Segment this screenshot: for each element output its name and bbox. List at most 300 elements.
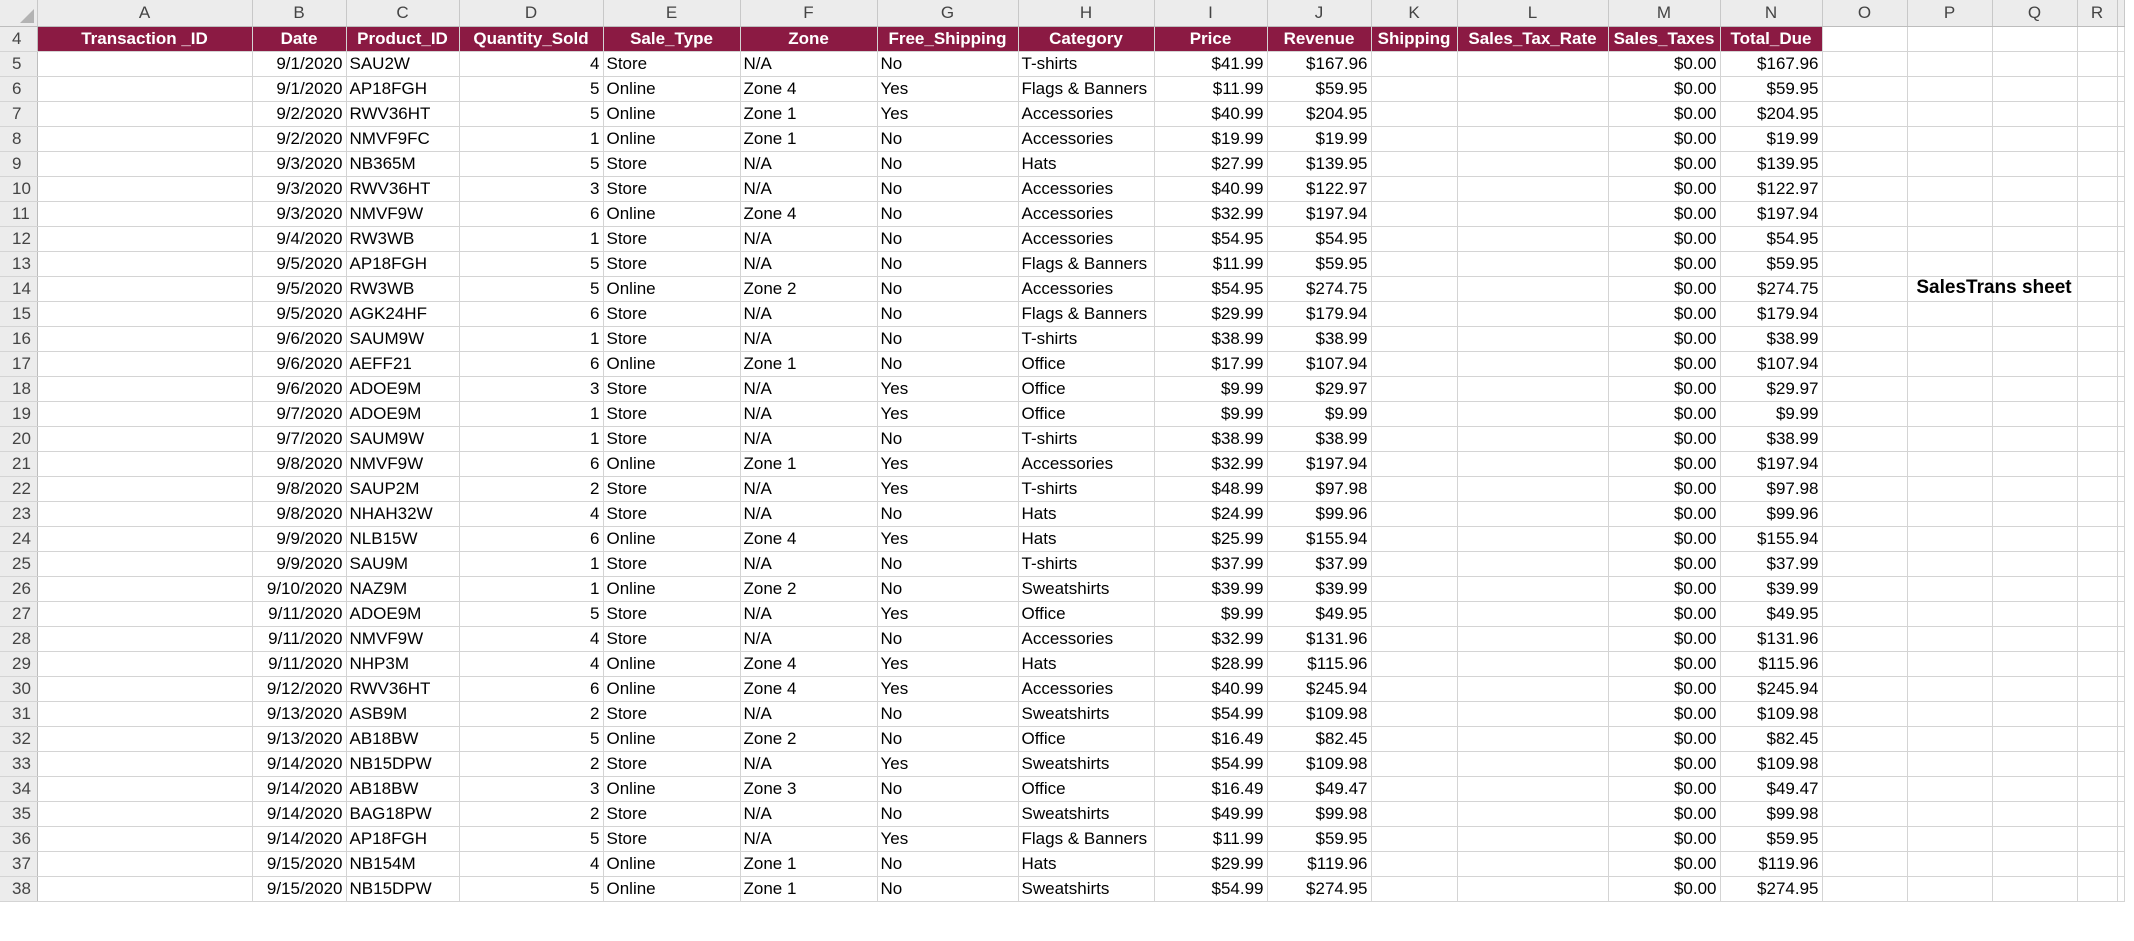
cell[interactable] (1822, 351, 1907, 376)
cell[interactable]: $0.00 (1608, 426, 1720, 451)
row-number[interactable]: 23 (0, 501, 37, 526)
cell[interactable] (1371, 201, 1457, 226)
cell[interactable] (1907, 826, 1992, 851)
cell[interactable]: 6 (459, 351, 603, 376)
row-number[interactable]: 29 (0, 651, 37, 676)
cell[interactable] (2077, 326, 2117, 351)
cell[interactable]: Zone 1 (740, 351, 877, 376)
cell[interactable] (1907, 726, 1992, 751)
cell[interactable] (1992, 476, 2077, 501)
cell[interactable]: Store (603, 701, 740, 726)
cell[interactable]: AP18FGH (346, 251, 459, 276)
cell[interactable] (1992, 801, 2077, 826)
cell[interactable]: $38.99 (1720, 326, 1822, 351)
cell[interactable]: $49.99 (1154, 801, 1267, 826)
cell[interactable]: Store (603, 51, 740, 76)
cell[interactable]: 1 (459, 226, 603, 251)
cell[interactable]: $49.95 (1267, 601, 1371, 626)
cell[interactable]: 5 (459, 601, 603, 626)
cell[interactable]: $167.96 (1267, 51, 1371, 76)
cell[interactable]: $0.00 (1608, 101, 1720, 126)
cell[interactable]: ASB9M (346, 701, 459, 726)
cell[interactable] (1907, 476, 1992, 501)
cell[interactable] (1992, 626, 2077, 651)
cell[interactable]: Online (603, 851, 740, 876)
cell[interactable]: Flags & Banners (1018, 76, 1154, 101)
cell[interactable]: T-shirts (1018, 51, 1154, 76)
cell[interactable]: Flags & Banners (1018, 826, 1154, 851)
cell[interactable]: Store (603, 176, 740, 201)
cell[interactable]: Zone 1 (740, 876, 877, 901)
cell[interactable]: $39.99 (1154, 576, 1267, 601)
cell[interactable]: Online (603, 201, 740, 226)
cell[interactable] (1457, 76, 1608, 101)
cell[interactable] (1371, 551, 1457, 576)
row-number[interactable]: 16 (0, 326, 37, 351)
cell[interactable]: $109.98 (1720, 701, 1822, 726)
row-number[interactable]: 8 (0, 126, 37, 151)
cell[interactable] (2077, 776, 2117, 801)
cell[interactable]: $0.00 (1608, 526, 1720, 551)
cell[interactable]: No (877, 726, 1018, 751)
cell[interactable] (1457, 276, 1608, 301)
cell[interactable]: Yes (877, 601, 1018, 626)
cell[interactable]: SAU9M (346, 551, 459, 576)
row-number[interactable]: 12 (0, 226, 37, 251)
header-cell[interactable]: Category (1018, 26, 1154, 51)
header-cell[interactable]: Quantity_Sold (459, 26, 603, 51)
row-number[interactable]: 20 (0, 426, 37, 451)
cell[interactable] (1992, 351, 2077, 376)
cell[interactable]: Zone 4 (740, 676, 877, 701)
cell[interactable]: RW3WB (346, 226, 459, 251)
cell[interactable] (1371, 601, 1457, 626)
cell[interactable]: $274.95 (1720, 876, 1822, 901)
column-header-c[interactable]: C (346, 0, 459, 26)
column-header-h[interactable]: H (1018, 0, 1154, 26)
cell[interactable] (1907, 401, 1992, 426)
cell[interactable]: AGK24HF (346, 301, 459, 326)
cell[interactable] (1457, 251, 1608, 276)
cell[interactable] (1822, 426, 1907, 451)
cell[interactable] (37, 151, 252, 176)
cell[interactable] (1457, 51, 1608, 76)
cell[interactable]: $9.99 (1154, 601, 1267, 626)
cell[interactable]: No (877, 126, 1018, 151)
cell[interactable] (1907, 426, 1992, 451)
column-header-i[interactable]: I (1154, 0, 1267, 26)
cell[interactable] (1371, 426, 1457, 451)
cell[interactable] (1907, 301, 1992, 326)
cell[interactable]: $54.95 (1267, 226, 1371, 251)
cell[interactable] (1907, 551, 1992, 576)
cell[interactable]: Accessories (1018, 101, 1154, 126)
cell[interactable] (1371, 351, 1457, 376)
cell[interactable]: 9/4/2020 (252, 226, 346, 251)
cell[interactable]: NMVF9FC (346, 126, 459, 151)
cell[interactable]: Store (603, 301, 740, 326)
cell[interactable]: NMVF9W (346, 451, 459, 476)
cell[interactable]: 9/3/2020 (252, 151, 346, 176)
select-all-corner[interactable] (0, 0, 37, 26)
cell[interactable]: Sweatshirts (1018, 701, 1154, 726)
cell[interactable] (1992, 201, 2077, 226)
cell[interactable]: No (877, 701, 1018, 726)
cell[interactable]: 9/2/2020 (252, 101, 346, 126)
cell[interactable]: $109.98 (1267, 701, 1371, 726)
cell[interactable]: 9/10/2020 (252, 576, 346, 601)
cell[interactable] (1992, 226, 2077, 251)
cell[interactable] (1992, 26, 2077, 51)
cell[interactable] (2077, 501, 2117, 526)
cell[interactable] (1822, 726, 1907, 751)
cell[interactable]: 9/8/2020 (252, 451, 346, 476)
cell[interactable]: $107.94 (1267, 351, 1371, 376)
cell[interactable]: 2 (459, 751, 603, 776)
cell[interactable]: No (877, 276, 1018, 301)
cell[interactable] (1822, 326, 1907, 351)
cell[interactable]: $274.95 (1267, 876, 1371, 901)
cell[interactable]: N/A (740, 326, 877, 351)
cell[interactable]: Store (603, 751, 740, 776)
cell[interactable]: $0.00 (1608, 751, 1720, 776)
cell[interactable] (1371, 801, 1457, 826)
cell[interactable]: 3 (459, 176, 603, 201)
cell[interactable]: $49.47 (1720, 776, 1822, 801)
cell[interactable] (37, 201, 252, 226)
cell[interactable]: Yes (877, 451, 1018, 476)
cell[interactable] (1907, 651, 1992, 676)
cell[interactable]: 9/6/2020 (252, 326, 346, 351)
cell[interactable] (1822, 276, 1907, 301)
cell[interactable]: $32.99 (1154, 451, 1267, 476)
cell[interactable]: $0.00 (1608, 251, 1720, 276)
cell[interactable] (2077, 676, 2117, 701)
cell[interactable]: $122.97 (1720, 176, 1822, 201)
cell[interactable]: Yes (877, 76, 1018, 101)
cell[interactable] (1371, 651, 1457, 676)
cell[interactable] (1822, 826, 1907, 851)
cell[interactable] (1371, 526, 1457, 551)
row-number[interactable]: 34 (0, 776, 37, 801)
cell[interactable]: N/A (740, 826, 877, 851)
row-number[interactable]: 33 (0, 751, 37, 776)
cell[interactable]: $38.99 (1267, 426, 1371, 451)
cell[interactable]: 1 (459, 551, 603, 576)
cell[interactable] (1822, 476, 1907, 501)
cell[interactable] (37, 426, 252, 451)
cell[interactable] (1371, 776, 1457, 801)
cell[interactable]: Yes (877, 676, 1018, 701)
cell[interactable]: 9/9/2020 (252, 551, 346, 576)
cell[interactable] (1371, 101, 1457, 126)
cell[interactable] (37, 51, 252, 76)
cell[interactable] (1907, 776, 1992, 801)
cell[interactable]: Zone 4 (740, 526, 877, 551)
cell[interactable]: $9.99 (1154, 376, 1267, 401)
cell[interactable]: 2 (459, 801, 603, 826)
cell[interactable]: NMVF9W (346, 626, 459, 651)
cell[interactable]: $54.95 (1720, 226, 1822, 251)
cell[interactable]: 9/8/2020 (252, 501, 346, 526)
cell[interactable] (1457, 426, 1608, 451)
cell[interactable] (1907, 51, 1992, 76)
cell[interactable]: 5 (459, 76, 603, 101)
cell[interactable] (1907, 201, 1992, 226)
cell[interactable]: $0.00 (1608, 351, 1720, 376)
cell[interactable] (1457, 351, 1608, 376)
cell[interactable]: Office (1018, 776, 1154, 801)
cell[interactable] (37, 576, 252, 601)
cell[interactable]: $0.00 (1608, 851, 1720, 876)
cell[interactable]: 4 (459, 626, 603, 651)
cell[interactable] (1371, 876, 1457, 901)
cell[interactable] (1457, 526, 1608, 551)
cell[interactable]: $9.99 (1154, 401, 1267, 426)
cell[interactable] (1992, 726, 2077, 751)
cell[interactable]: 1 (459, 326, 603, 351)
cell[interactable]: 9/7/2020 (252, 426, 346, 451)
cell[interactable]: $245.94 (1720, 676, 1822, 701)
cell[interactable]: $37.99 (1720, 551, 1822, 576)
cell[interactable] (1822, 376, 1907, 401)
cell[interactable]: Zone 2 (740, 576, 877, 601)
row-number[interactable]: 28 (0, 626, 37, 651)
cell[interactable]: AEFF21 (346, 351, 459, 376)
row-number[interactable]: 30 (0, 676, 37, 701)
cell[interactable]: $0.00 (1608, 651, 1720, 676)
cell[interactable]: Online (603, 576, 740, 601)
cell[interactable]: $54.99 (1154, 701, 1267, 726)
cell[interactable] (1907, 601, 1992, 626)
cell[interactable] (1992, 501, 2077, 526)
row-number[interactable]: 11 (0, 201, 37, 226)
cell[interactable]: $32.99 (1154, 201, 1267, 226)
cell[interactable] (1907, 326, 1992, 351)
cell[interactable]: N/A (740, 301, 877, 326)
cell[interactable] (1371, 826, 1457, 851)
cell[interactable]: $131.96 (1720, 626, 1822, 651)
cell[interactable] (1371, 676, 1457, 701)
cell[interactable] (1371, 751, 1457, 776)
cell[interactable] (1907, 251, 1992, 276)
cell[interactable]: 9/5/2020 (252, 276, 346, 301)
cell[interactable]: $0.00 (1608, 401, 1720, 426)
cell[interactable]: Zone 2 (740, 276, 877, 301)
cell[interactable]: $204.95 (1720, 101, 1822, 126)
cell[interactable]: $39.99 (1720, 576, 1822, 601)
cell[interactable]: 9/13/2020 (252, 701, 346, 726)
cell[interactable] (1992, 151, 2077, 176)
row-number[interactable]: 6 (0, 76, 37, 101)
cell[interactable]: Zone 3 (740, 776, 877, 801)
row-number[interactable]: 9 (0, 151, 37, 176)
cell[interactable]: Flags & Banners (1018, 301, 1154, 326)
cell[interactable] (1992, 876, 2077, 901)
cell[interactable]: $29.97 (1720, 376, 1822, 401)
cell[interactable]: Online (603, 876, 740, 901)
cell[interactable] (1992, 526, 2077, 551)
cell[interactable]: RWV36HT (346, 676, 459, 701)
cell[interactable]: $40.99 (1154, 101, 1267, 126)
cell[interactable]: 9/14/2020 (252, 776, 346, 801)
cell[interactable] (1907, 126, 1992, 151)
cell[interactable] (2077, 826, 2117, 851)
cell[interactable]: Office (1018, 401, 1154, 426)
cell[interactable]: $0.00 (1608, 176, 1720, 201)
column-header-r[interactable]: R (2077, 0, 2117, 26)
cell[interactable] (1371, 226, 1457, 251)
header-cell[interactable]: Date (252, 26, 346, 51)
row-number[interactable]: 36 (0, 826, 37, 851)
cell[interactable] (37, 276, 252, 301)
column-header-k[interactable]: K (1371, 0, 1457, 26)
cell[interactable]: $197.94 (1720, 201, 1822, 226)
column-header-m[interactable]: M (1608, 0, 1720, 26)
cell[interactable]: 9/9/2020 (252, 526, 346, 551)
cell[interactable]: $0.00 (1608, 201, 1720, 226)
cell[interactable] (1457, 776, 1608, 801)
cell[interactable] (1822, 601, 1907, 626)
cell[interactable]: No (877, 551, 1018, 576)
header-cell[interactable]: Sales_Taxes (1608, 26, 1720, 51)
cell[interactable]: $24.99 (1154, 501, 1267, 526)
cell[interactable]: $16.49 (1154, 776, 1267, 801)
cell[interactable]: RWV36HT (346, 176, 459, 201)
cell[interactable]: $37.99 (1154, 551, 1267, 576)
cell[interactable]: No (877, 176, 1018, 201)
cell[interactable]: $49.47 (1267, 776, 1371, 801)
column-header-p[interactable]: P (1907, 0, 1992, 26)
cell[interactable]: $274.75 (1267, 276, 1371, 301)
cell[interactable]: Office (1018, 376, 1154, 401)
cell[interactable]: 9/7/2020 (252, 401, 346, 426)
cell[interactable]: $82.45 (1720, 726, 1822, 751)
cell[interactable]: Accessories (1018, 626, 1154, 651)
cell[interactable]: 9/2/2020 (252, 126, 346, 151)
cell[interactable]: $25.99 (1154, 526, 1267, 551)
cell[interactable] (1907, 101, 1992, 126)
cell[interactable] (37, 251, 252, 276)
cell[interactable] (37, 76, 252, 101)
cell[interactable] (1992, 126, 2077, 151)
cell[interactable] (1992, 176, 2077, 201)
cell[interactable]: NLB15W (346, 526, 459, 551)
cell[interactable] (1907, 851, 1992, 876)
cell[interactable]: Zone 1 (740, 101, 877, 126)
cell[interactable] (1907, 176, 1992, 201)
cell[interactable]: $54.95 (1154, 276, 1267, 301)
cell[interactable]: $11.99 (1154, 251, 1267, 276)
cell[interactable]: 4 (459, 51, 603, 76)
cell[interactable] (1371, 726, 1457, 751)
cell[interactable]: 9/1/2020 (252, 76, 346, 101)
cell[interactable]: 9/6/2020 (252, 376, 346, 401)
column-header-f[interactable]: F (740, 0, 877, 26)
cell[interactable] (37, 851, 252, 876)
cell[interactable]: Online (603, 676, 740, 701)
cell[interactable]: $29.99 (1154, 301, 1267, 326)
cell[interactable] (1907, 376, 1992, 401)
cell[interactable] (1822, 226, 1907, 251)
cell[interactable]: $197.94 (1267, 451, 1371, 476)
header-cell[interactable]: Zone (740, 26, 877, 51)
row-number[interactable]: 22 (0, 476, 37, 501)
cell[interactable] (2077, 26, 2117, 51)
row-number[interactable]: 37 (0, 851, 37, 876)
cell[interactable]: $0.00 (1608, 476, 1720, 501)
cell[interactable] (2077, 801, 2117, 826)
cell[interactable] (1822, 701, 1907, 726)
cell[interactable]: $274.75 (1720, 276, 1822, 301)
cell[interactable] (2077, 551, 2117, 576)
cell[interactable] (37, 801, 252, 826)
cell[interactable]: $109.98 (1267, 751, 1371, 776)
cell[interactable]: NB365M (346, 151, 459, 176)
cell[interactable]: Online (603, 126, 740, 151)
cell[interactable] (37, 651, 252, 676)
cell[interactable] (1907, 226, 1992, 251)
cell[interactable]: No (877, 426, 1018, 451)
cell[interactable]: $41.99 (1154, 51, 1267, 76)
column-header-b[interactable]: B (252, 0, 346, 26)
cell[interactable]: $0.00 (1608, 801, 1720, 826)
cell[interactable] (2077, 301, 2117, 326)
column-header-d[interactable]: D (459, 0, 603, 26)
cell[interactable]: Store (603, 551, 740, 576)
cell[interactable]: Hats (1018, 151, 1154, 176)
cell[interactable]: AP18FGH (346, 826, 459, 851)
cell[interactable]: $38.99 (1267, 326, 1371, 351)
cell[interactable]: $29.99 (1154, 851, 1267, 876)
cell[interactable]: 6 (459, 301, 603, 326)
cell[interactable]: AB18BW (346, 776, 459, 801)
cell[interactable] (1457, 301, 1608, 326)
cell[interactable] (1822, 576, 1907, 601)
cell[interactable]: $0.00 (1608, 876, 1720, 901)
cell[interactable] (37, 601, 252, 626)
cell[interactable]: N/A (740, 401, 877, 426)
cell[interactable]: Online (603, 351, 740, 376)
cell[interactable]: $155.94 (1267, 526, 1371, 551)
cell[interactable] (1822, 626, 1907, 651)
cell[interactable]: No (877, 251, 1018, 276)
column-header-l[interactable]: L (1457, 0, 1608, 26)
cell[interactable] (1822, 126, 1907, 151)
cell[interactable]: NB15DPW (346, 876, 459, 901)
cell[interactable]: 9/14/2020 (252, 751, 346, 776)
cell[interactable]: Sweatshirts (1018, 801, 1154, 826)
cell[interactable]: 5 (459, 726, 603, 751)
cell[interactable] (2077, 651, 2117, 676)
cell[interactable] (2077, 426, 2117, 451)
cell[interactable] (1992, 251, 2077, 276)
cell[interactable] (1457, 376, 1608, 401)
cell[interactable]: $197.94 (1720, 451, 1822, 476)
cell[interactable]: Store (603, 376, 740, 401)
cell[interactable]: 3 (459, 376, 603, 401)
cell[interactable]: $109.98 (1720, 751, 1822, 776)
cell[interactable] (37, 551, 252, 576)
cell[interactable]: No (877, 51, 1018, 76)
cell[interactable]: 9/12/2020 (252, 676, 346, 701)
cell[interactable]: $0.00 (1608, 551, 1720, 576)
cell[interactable] (1992, 601, 2077, 626)
cell[interactable] (1822, 201, 1907, 226)
cell[interactable] (2077, 151, 2117, 176)
cell[interactable]: RW3WB (346, 276, 459, 301)
cell[interactable]: $115.96 (1720, 651, 1822, 676)
